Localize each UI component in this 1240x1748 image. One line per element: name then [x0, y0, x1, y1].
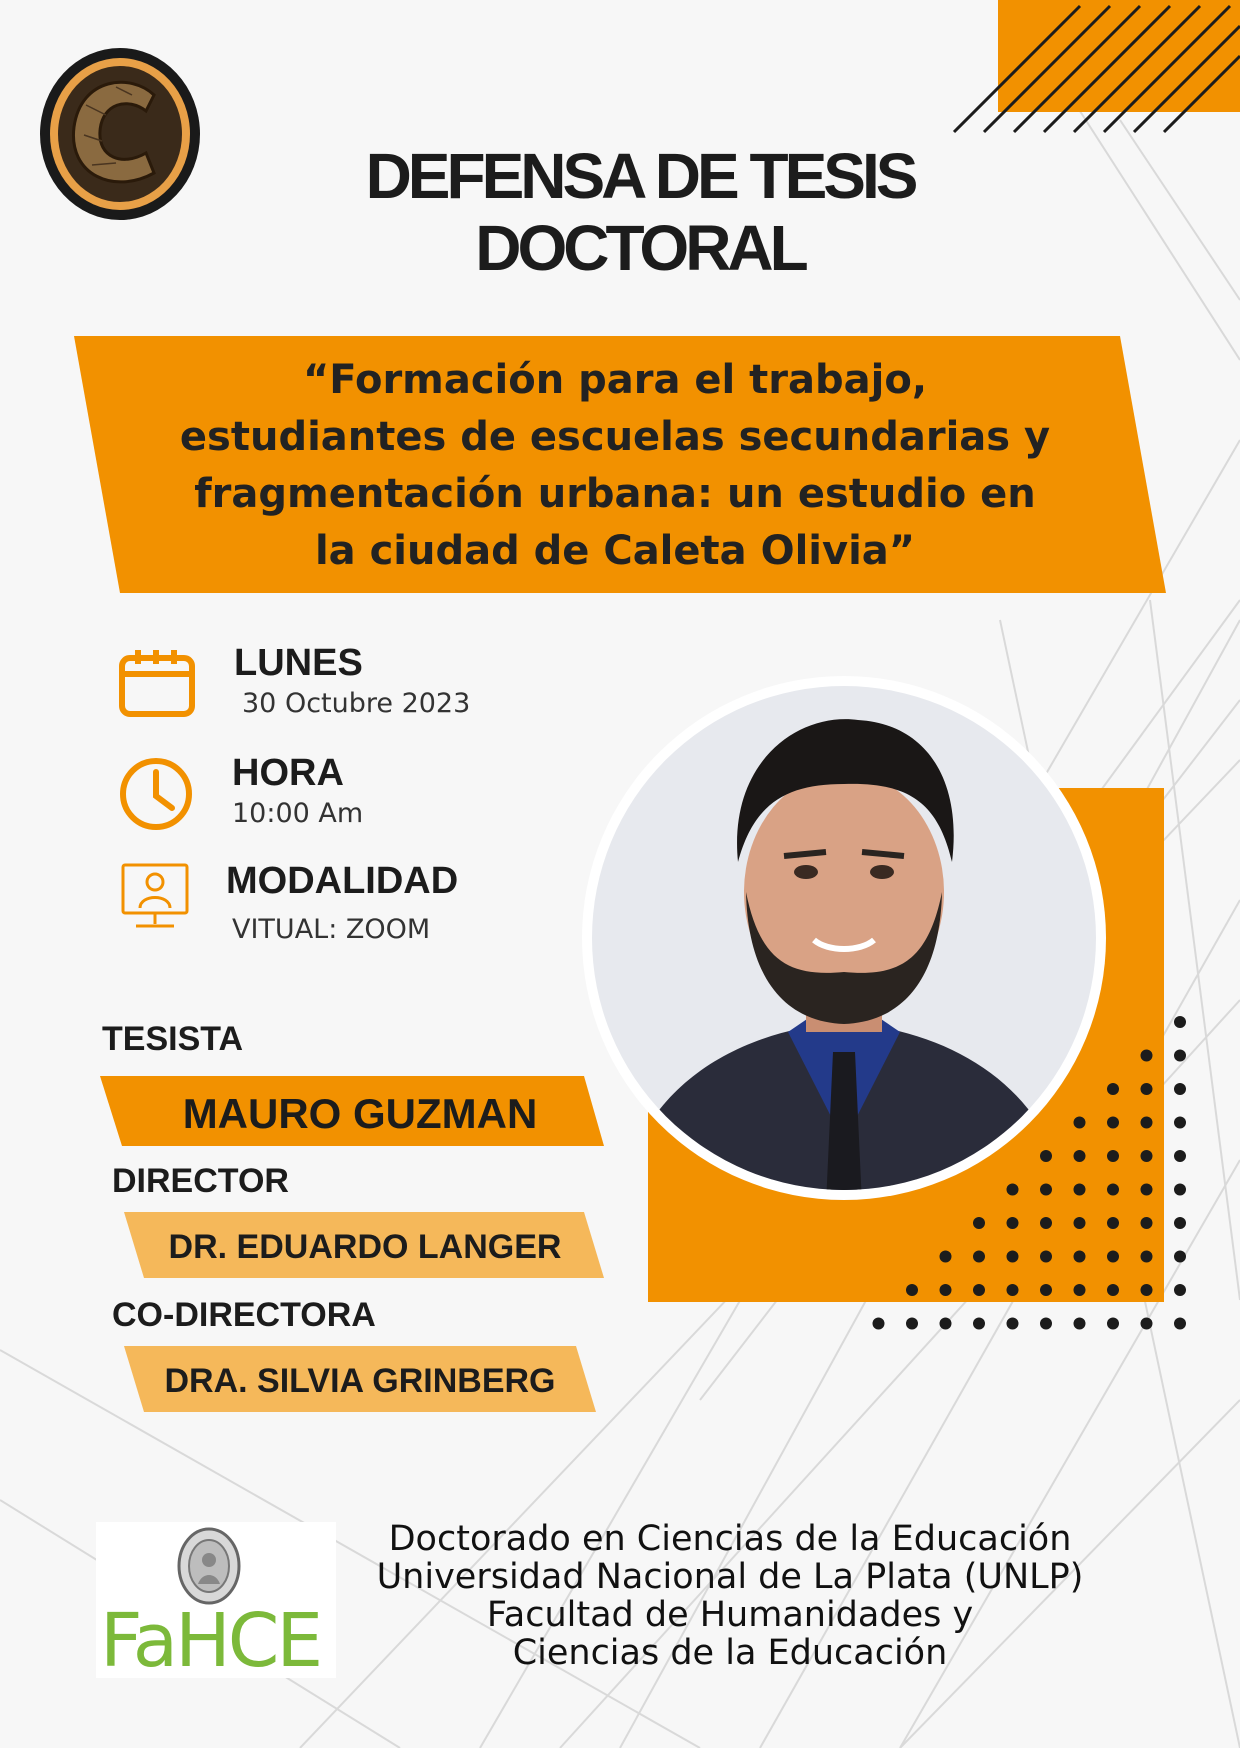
- pattern-dot: [940, 1318, 952, 1330]
- pattern-dot: [1007, 1318, 1019, 1330]
- time-label: HORA: [232, 752, 344, 794]
- title-line-1: DEFENSA DE TESIS: [365, 140, 915, 212]
- pattern-dot: [973, 1251, 985, 1263]
- tesista-label: TESISTA: [102, 1020, 244, 1058]
- pattern-dot: [1141, 1184, 1153, 1196]
- title-line-2: DOCTORAL: [475, 212, 805, 284]
- pattern-dot: [1074, 1284, 1086, 1296]
- thesis-line-3: fragmentación urbana: un estudio en: [194, 471, 1036, 517]
- pattern-dot: [1007, 1284, 1019, 1296]
- pattern-dot: [1074, 1217, 1086, 1229]
- pattern-dot: [1174, 1184, 1186, 1196]
- pattern-dot: [1174, 1251, 1186, 1263]
- pattern-dot: [1040, 1217, 1052, 1229]
- pattern-dot: [1141, 1083, 1153, 1095]
- pattern-dot: [1141, 1284, 1153, 1296]
- pattern-dot: [906, 1284, 918, 1296]
- pattern-dot: [1007, 1251, 1019, 1263]
- pattern-dot: [1107, 1284, 1119, 1296]
- pattern-dot: [1141, 1318, 1153, 1330]
- pattern-dot: [973, 1284, 985, 1296]
- pattern-dot: [1074, 1318, 1086, 1330]
- profile-photo: [578, 672, 1110, 1204]
- pattern-dot: [1107, 1217, 1119, 1229]
- pattern-dot: [1174, 1117, 1186, 1129]
- pattern-dot: [1141, 1117, 1153, 1129]
- pattern-dot: [1040, 1284, 1052, 1296]
- pattern-dot: [973, 1217, 985, 1229]
- footer-line-3: Facultad de Humanidades y: [486, 1595, 974, 1635]
- day-label: LUNES: [234, 642, 363, 684]
- pattern-dot: [1007, 1217, 1019, 1229]
- pattern-dot: [1141, 1217, 1153, 1229]
- institution-info: [360, 1520, 1100, 1672]
- pattern-dot: [973, 1318, 985, 1330]
- director-name: DR. EDUARDO LANGER: [168, 1228, 562, 1266]
- event-date: 30 Octubre 2023: [242, 688, 471, 719]
- event-time: 10:00 Am: [232, 798, 364, 829]
- pattern-dot: [1141, 1251, 1153, 1263]
- pattern-dot: [1074, 1251, 1086, 1263]
- footer-line-2: Universidad Nacional de La Plata (UNLP): [376, 1557, 1084, 1597]
- pattern-dot: [1107, 1251, 1119, 1263]
- unlp-seal-icon: [176, 1526, 242, 1606]
- tesista-name: MAURO GUZMAN: [182, 1090, 538, 1137]
- pattern-dot: [1141, 1050, 1153, 1062]
- pattern-dot: [906, 1318, 918, 1330]
- pattern-dot: [1040, 1318, 1052, 1330]
- codirector-name: DRA. SILVIA GRINBERG: [164, 1362, 556, 1400]
- pattern-dot: [1174, 1318, 1186, 1330]
- thesis-line-2: estudiantes de escuelas secundarias y: [179, 414, 1051, 460]
- pattern-dot: [1174, 1150, 1186, 1162]
- pattern-dot: [1174, 1284, 1186, 1296]
- pattern-dot: [1040, 1251, 1052, 1263]
- thesis-line-1: “Formación para el trabajo,: [302, 357, 928, 403]
- pattern-dot: [1174, 1050, 1186, 1062]
- pattern-dot: [1141, 1150, 1153, 1162]
- calendar-icon: [118, 648, 196, 718]
- pattern-dot: [940, 1284, 952, 1296]
- pattern-dot: [1107, 1318, 1119, 1330]
- pattern-dot: [1174, 1016, 1186, 1028]
- fahce-logo-text: FaHCE: [100, 1598, 321, 1684]
- thesis-title: [130, 352, 1100, 580]
- pattern-dot: [940, 1251, 952, 1263]
- mode-label: MODALIDAD: [226, 860, 459, 902]
- pattern-dot: [1174, 1083, 1186, 1095]
- footer-line-1: Doctorado en Ciencias de la Educación: [388, 1519, 1072, 1559]
- footer-line-4: Ciencias de la Educación: [512, 1633, 948, 1673]
- codirector-label: CO-DIRECTORA: [112, 1296, 376, 1334]
- computer-user-icon: [120, 862, 190, 934]
- clock-icon: [118, 756, 194, 832]
- event-mode: VITUAL: ZOOM: [232, 914, 431, 945]
- director-label: DIRECTOR: [112, 1162, 289, 1200]
- pattern-dot: [873, 1318, 885, 1330]
- thesis-line-4: la ciudad de Caleta Olivia”: [314, 528, 916, 574]
- pattern-dot: [1174, 1217, 1186, 1229]
